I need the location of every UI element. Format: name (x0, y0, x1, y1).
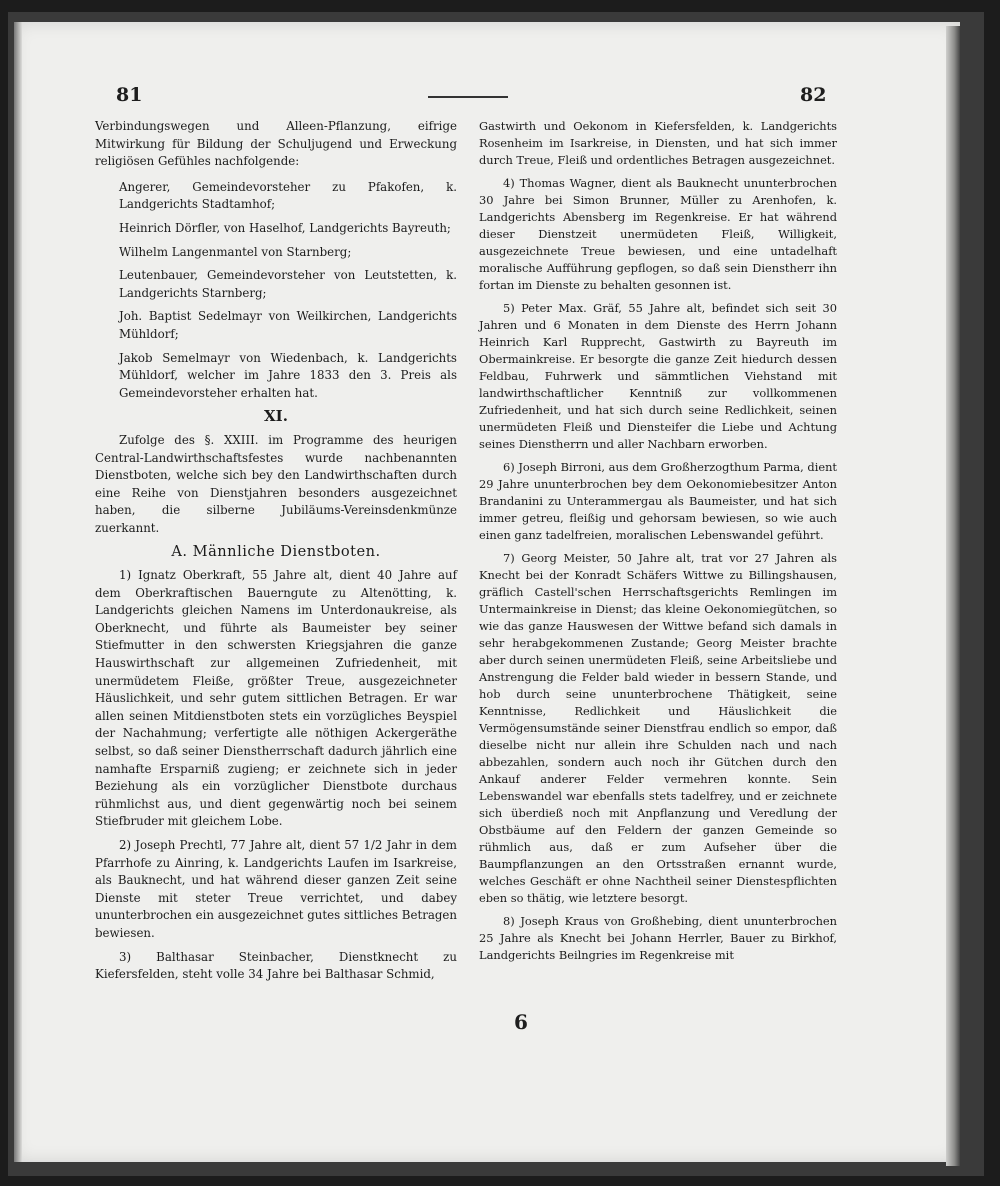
right-column (479, 118, 837, 970)
entry-paragraph: 2) Joseph Prechtl, 77 Jahre alt, dient 57 1/2 Jahr in dem Pfarrhofe zu Ainring, k. Landgerichts Laufen im Isarkreise, als Bauknecht, und hat während dieser ganzen Zeit seine Dienste mit steter Treue verrichtet, und dabey ununterbrochen ein ausgezeichnet gutes sittliches Betragen bewiesen. (95, 837, 457, 940)
page-number-right: 82 (800, 84, 827, 106)
entry-paragraph: 6) Joseph Birroni, aus dem Großherzogthum Parma, dient 29 Jahre ununterbrochen bey dem Oekonomiebesitzer Anton Brandanini zu Unterammergau als Baumeister, und hat sich immer getreu, fleißig und gehorsam bewiesen, so wie auch einen ganz tadelfreien, moralischen Lebenswandel geführt. (479, 460, 837, 542)
list-item: Jakob Semelmayr von Wiedenbach, k. Landgerichts Mühldorf, welcher im Jahre 1833 den 3. Preis als Gemeindevorsteher erhalten hat. (119, 350, 457, 400)
list-item: Leutenbauer, Gemeindevorsteher von Leutstetten, k. Landgerichts Starnberg; (119, 268, 457, 300)
list-item: Angerer, Gemeindevorsteher zu Pfakofen, k. Landgerichts Stadtamhof; (119, 179, 457, 212)
entry-paragraph: 4) Thomas Wagner, dient als Bauknecht ununterbrochen 30 Jahre bei Simon Brunner, Müller zu Arenhofen, k. Landgerichts Abensberg im Regenkreise. Er hat während dieser Dienstzeit unermüdeten Fleiß, Willigkeit, ausgezeichnete Treue bewiesen, und eine untadelhaft moralische Aufführung gepflogen, so daß sein Dienstherr ihn fortan im Dienste zu behalten gesonnen ist. (479, 176, 837, 292)
list-item: Joh. Baptist Sedelmayr von Weilkirchen, Landgerichts Mühldorf; (119, 309, 457, 341)
entry-paragraph: 7) Georg Meister, 50 Jahre alt, trat vor 27 Jahren als Knecht bei der Konradt Schäfers Wittwe zu Billingshausen, gräflich Castell'schen Herrschaftsgerichts Remlingen im Untermainkreise in Dienst; das kleine Oekonomiegütchen, so wie das ganze Hauswesen der Wittwe befand sich damals in sehr herabgekommenen Zustande; Georg Meister brachte aber durch seinen unermüdeten Fleiß, seine Arbeitsliebe und Anstrengung die Felder bald wieder in bessern Stande, und hob durch seine ununterbrochene Thätigkeit, seine Kenntnisse, Redlichkeit und Häuslichkeit die Vermögensumstände seiner Dienstfrau endlich so empor, daß dieselbe nicht nur allein ihre Schulden nach und nach abbezahlen, sondern auch noch ihr Gütchen durch den Ankauf anderer Felder vermehren konnte. Sein Lebenswandel war ebenfalls stets tadelfrey, und er zeichnete sich überdieß noch mit Anpflanzung und Veredlung der Obstbäume auf den Feldern der ganzen Gemeinde so rühmlich aus, daß er zum Aufseher über die Baumpflanzungen an den Ortsstraßen ernannt wurde, welches Geschäft er ohne Nachtheil seiner Dienstespflichten eben so thätig, wie letztere besorgt. (479, 551, 837, 905)
entry-paragraph: 3) Balthasar Steinbacher, Dienstknecht zu Kiefersfelden, steht volle 34 Jahre bei Balthasar Schmid, (95, 949, 457, 982)
binding-gutter (14, 22, 22, 1162)
section-intro: Zufolge des §. XXIII. im Programme des heurigen Central-Landwirthschaftsfestes wurde nachbenannten Dienstboten, welche sich bey den Landwirthschaften durch eine Reihe von Dienstjahren besonders ausgezeichnet haben, die silberne Jubiläums-Vereinsdenkmünze zuerkannt. (95, 432, 457, 535)
page-number-left: 81 (116, 84, 143, 106)
entry-paragraph: 8) Joseph Kraus von Großhebing, dient ununterbrochen 25 Jahre als Knecht bei Johann Herrler, Bauer zu Birkhof, Landgerichts Beilngries im Regenkreise mit (479, 914, 837, 962)
entry-paragraph: 5) Peter Max. Gräf, 55 Jahre alt, befindet sich seit 30 Jahren und 6 Monaten in dem Dienste des Herrn Johann Heinrich Karl Rupprecht, Gastwirth zu Bayreuth im Obermainkreise. Er besorgte die ganze Zeit hiedurch dessen Feldbau, Fuhrwerk und sämmtlichen Viehstand mit landwirthschaftlicher Kenntniß zur vollkommenen Zufriedenheit, und hat sich durch seine Redlichkeit, seinen unermüdeten Fleiß und Diensteifer die Liebe und Achtung seines Dienstherrn und aller Nachbarn erworben. (479, 301, 837, 451)
left-column (95, 118, 457, 990)
subheading: A. Männliche Dienstboten. (171, 543, 381, 561)
list-item: Wilhelm Langenmantel von Starnberg; (119, 244, 352, 259)
continuation-paragraph: Gastwirth und Oekonom in Kiefersfelden, k. Landgerichts Rosenheim im Isarkreise, in Diensten, und hat sich immer durch Treue, Fleiß und ordentliches Betragen ausgezeichnet. (479, 119, 837, 167)
intro-paragraph: Verbindungswegen und Alleen-Pflanzung, eifrige Mitwirkung für Bildung der Schuljugend und Erweckung religiösen Gefühles nachfolgende: (95, 119, 457, 169)
header-rule (428, 96, 508, 98)
signature-mark: 6 (514, 1010, 528, 1034)
section-heading: XI. (264, 407, 288, 426)
list-item: Heinrich Dörfler, von Haselhof, Landgerichts Bayreuth; (119, 220, 451, 235)
entry-paragraph: 1) Ignatz Oberkraft, 55 Jahre alt, dient 40 Jahre auf dem Oberkraftischen Bauerngute zu Altenötting, k. Landgerichts gleichen Namens im Unterdonaukreise, als Oberknecht, und führte als Baumeister bey seiner Stiefmutter in den schwersten Kriegsjahren die ganze Hauswirthschaft zur allgemeinen Zufriedenheit, mit unermüdetem Fleiße, größter Treue, ausgezeichneter Häuslichkeit, und sehr gutem sittlichen Betragen. Er war allen seinen Mitdienstboten stets ein vorzügliches Beyspiel der Nachahmung; verfertigte alle nöthigen Ackergeräthe selbst, so daß seiner Dienstherrschaft dadurch jährlich eine namhafte Ersparniß zugieng; er zeichnete sich in jeder Beziehung als ein vorzüglicher Dienstbote durchaus rühmlichst aus, und dient gegenwärtig noch bei seinem Stiefbruder mit gleichem Lobe. (95, 568, 457, 829)
page-edge (946, 26, 960, 1166)
